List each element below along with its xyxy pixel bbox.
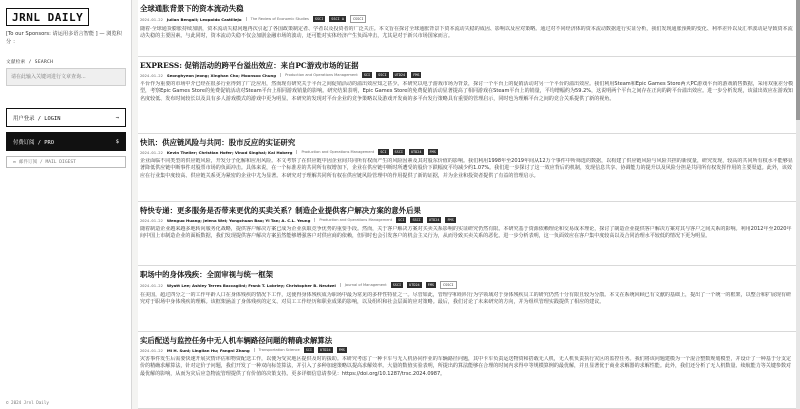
index-badge: CSSCI (440, 281, 457, 289)
article-abstract: 平台作为重要的市场中介已经在很多行业得到了广泛应用，然而现有研究关于平台之间促销活动的溢出效应知之甚少。本研究以电子游戏市场为背景，探讨一个平台上的促销活动对另一个平台的溢出效应。我们利用Steam和Epic Games Store两大PC游戏平台的游戏销售数据，采用双重差分模型，考察Epic Games Store的免费促销活动对Steam平台上相同游戏销量的影响。研究结果表明，Epic Games Store的免费促销活动显著提高了相同游戏在Steam平台上的销量，平均增幅约为59.2%，这说明两个平台之间存在正向的跨平台溢出效应。进一步分析发现，该溢出效应在游戏知名度较低、发布时间较长以及具有多人游戏模式的游戏中更为明显。本研究的发现对平台企业的竞争策略以及游戏开发商的多平台发行策略具有重要的管理启示，同时也为理解平台之间的竞合关系提供了新的视角。 (140, 81, 794, 102)
sidebar (0, 0, 132, 409)
article-abstract: 随着·全球通货膨胀持续加剧，资本流动失稳问题再次引起了各国政策制定者、学者以及投资者的广泛关注。本文旨在探讨全球通胀背景下资本流动失稳的成因、影响以及应对策略。通过对不同经济体的资本流动数据进行实证分析，我们发现通胀预期的变化、利率差异以及汇率波动是导致资本流动失稳的主要因素。与此同时，资本流动失稳不仅会加剧金融市场的波动，还可能对实体经济产生负面冲击，尤其是对于新兴市场国家而言。 (140, 26, 793, 40)
article-title[interactable]: 实后配送与监控任务中无人机车辆路径问题的精确求解算法 (140, 336, 333, 345)
article-date: 2024-01-22 (140, 347, 163, 353)
index-badge: FMS (447, 218, 454, 222)
mail-label: 邮件订阅 / MAIL DIGEST (18, 160, 76, 165)
index-badge: SSCI (378, 73, 387, 77)
article-date: 2024-01-22 (140, 217, 163, 223)
index-badge: UTD24 (409, 283, 420, 287)
article-card (138, 134, 800, 202)
article-journal: Transportation Science (254, 348, 300, 352)
article-title[interactable]: 快讯：供应链风险与共同：股市反应的实证研究 (140, 138, 296, 147)
mail-digest-button[interactable] (6, 156, 126, 168)
pro-subscribe-button[interactable] (6, 132, 126, 151)
article-card (138, 202, 800, 266)
login-label: 用户登录 / LOGIN (13, 115, 61, 122)
index-badge: SSCI (314, 17, 324, 21)
pro-label: 付费订阅 / PRO (13, 139, 55, 146)
index-badge: SCI (305, 348, 313, 352)
article-meta (140, 72, 795, 78)
search-input[interactable] (6, 68, 126, 86)
index-badge: SSCI (412, 218, 421, 222)
index-badge: SSCI A (331, 17, 344, 21)
article-journal: Production and Operations Management (314, 218, 392, 222)
article-authors: Julian Bengali; Leopoldo Castillejo (166, 16, 242, 22)
sponsor-text: [To our Sponsors: 请运用多语言智能 ] — 浏览积分 ： (6, 31, 122, 45)
article-card (138, 266, 800, 332)
index-badge: FMS (429, 150, 436, 154)
index-badge: FMS (427, 283, 434, 287)
article-date: 2024-01-22 (140, 16, 163, 22)
article-title[interactable]: 全球通胀背景下的资本流动失稳 (140, 4, 244, 13)
article-authors: Wyatt Lee; Ashley Terres Baccaglini; Frank T. Lobrley; Christopher B. Neutzel (166, 282, 336, 288)
article-card (138, 0, 800, 57)
search-label: 文献检索 / SEARCH (6, 60, 54, 65)
article-abstract: 在美国，超过四分之一的工作年龄人口在身体残疾的情况下工作，这使得身体残疾成为职场中最为常见的多样性特征之一。尽管如此，管理学和组织行为学领域对于身体残疾员工的研究仍然十分有限且较为分散。本文在系统回顾已有文献的基础上，提出了一个统一的框架，以整合和扩展现有研究对于职场中身体残疾的理解。该框架涵盖了身体残疾的定义、对员工工作经历和职业成果的影响，以及组织和社会层面的应对策略。最后，我们讨论了未来研究的方向，并为组织管理实践提供了相应的建议。 (140, 292, 792, 306)
login-button[interactable] (6, 108, 126, 127)
article-authors: Wenguo Huang; Jelena Wei; Yongchuan Bao; Yi Tan; A. C.L. Yeung (166, 217, 311, 223)
article-journal: Production and Operations Management (280, 73, 358, 77)
app-logo[interactable]: JRNL DAILY (6, 8, 89, 26)
article-meta (140, 281, 795, 289)
index-badge: FMS (413, 73, 420, 77)
index-badge: UTD24 (428, 218, 440, 222)
article-meta (140, 149, 795, 155)
index-badge: SCI (398, 218, 405, 222)
article-date: 2024-01-22 (140, 72, 163, 78)
article-card (138, 332, 800, 409)
index-badge: UTD24 (394, 73, 406, 77)
article-journal: Journal of Management (340, 283, 387, 287)
article-authors: Mi H. Suni; Linglian Hu; Fangni Zhang (166, 347, 250, 353)
article-meta (140, 217, 795, 223)
article-title[interactable]: EXPRESS: 促销活动的跨平台溢出效应：来自PC游戏市场的证据 (140, 61, 359, 70)
article-date: 2024-01-22 (140, 149, 163, 155)
index-badge: SCI (380, 150, 387, 154)
article-feed (138, 0, 800, 409)
article-authors: Kevin Theller; Christian Hofer; Vinod Singhal; Kai Hoberg (166, 149, 293, 155)
index-badge: SSCI (392, 283, 402, 287)
article-journal: The Review of Economic Studies (246, 17, 309, 21)
article-meta (140, 347, 795, 353)
article-title[interactable]: 职场中的身体残疾：全面审视与统一框架 (140, 270, 274, 279)
article-abstract: 随着制造企业越来越多地转向服务化战略，提供客户解决方案已成为企业获取竞争优势的重要手段。然而，关于客户解决方案对买卖关系影响的实证研究仍然有限。本研究基于资源依赖理论和交易成本理论，探讨了制造企业提供客户解决方案对其与客户之间关系的影响。利用2012年至2020年间中国上市制造企业的面板数据，我们发现提供客户解决方案虽然能够增强客户对供应商的依赖，但同时也会引发客户的机会主义行为，从而导致买卖关系的恶化。进一步分析表明，这一负面效应在客户集中度较高以及合同治理水平较低的情况下更为明显。 (140, 226, 792, 240)
index-badge: CSSCI (350, 15, 367, 23)
footer-text: © 2024 Jrnl Daily (6, 400, 49, 405)
scrollbar[interactable] (796, 0, 800, 409)
article-date: 2024-01-22 (140, 282, 163, 288)
index-badge: FMS (338, 348, 345, 352)
article-title[interactable]: 特快专递：更多服务是否带来更优的买卖关系？制造企业提供客户解决方案的意外后果 (140, 206, 421, 215)
article-abstract: 灾害事件发生后需要快速开展灾情评估和物资配送工作，以便为受灾地区提供及时的援助。本研究考虑了一种卡车与无人机协同作业的车辆路径问题，其中卡车负责运送物资和搭载无人机，无人机负责执行灾区的监控任务。我们将该问题建模为一个混合整数规划模型，并设计了一种基于分支定价的精确求解算法，针对定价子问题，我们开发了一种双向标签算法，并引入了多种加速策略以提高求解效率。大量的数值实验表明，所提出的算法能够在合理的时间内求得中等规模算例的最优解，并且显著优于商业求解器的求解性能。此外，我们还分析了无人机数量、续航能力等关键参数对最优解的影响，从而为灾后应急物流管理提供了有价值的决策支持。更多详细信息请参见：https://doi.org/10.1287/trsc.2024.0987。 (140, 356, 792, 377)
article-meta (140, 15, 795, 23)
scrollbar-thumb[interactable] (796, 0, 800, 120)
mail-icon: ✉ (13, 159, 16, 165)
index-badge: SSCI (394, 150, 403, 154)
arrow-right-icon: → (115, 114, 119, 121)
index-badge: SCI (363, 73, 371, 77)
article-card (138, 57, 800, 134)
index-badge: UTD24 (410, 150, 422, 154)
dollar-icon: $ (115, 138, 119, 145)
article-journal: Production and Operations Management (296, 150, 374, 154)
article-authors: Seonghyeon Jeong; Xinghan Cho; Moonsoo Chung (166, 72, 277, 78)
article-abstract: 企业面临不同类型的供应链风险，开发分子化解和应用风险。本文考察了在供应链中因企业间共同所有权而产生的风险因素及其对股东价值的影响。我们利用1998年至2019年间从12万个事件中所筛选的数据，以构建了供应链风险与风险共担的新度量，研究发现，较高的共同所有权水平能够显著降低供应链中断事件对股票市场的负面冲击。具体来说，在一个标准差的共同所有权增加下，企业在供应链中断时所遭受的股价下跌幅度平均减少约1.07%。我们进一步探讨了这一效应背后的机制，发现信息共享、协调能力的提升以及风险分担是共同所有权发挥作用的主要渠道。此外，该效应在行业集中度较高、供应链关系更为紧密的企业中尤为显著。本研究对于理解共同所有权在供应链风险管理中的作用提供了新的证据，并为企业和投资者提供了有益的管理启示。 (140, 158, 793, 179)
index-badge: UTD24 (320, 348, 331, 352)
